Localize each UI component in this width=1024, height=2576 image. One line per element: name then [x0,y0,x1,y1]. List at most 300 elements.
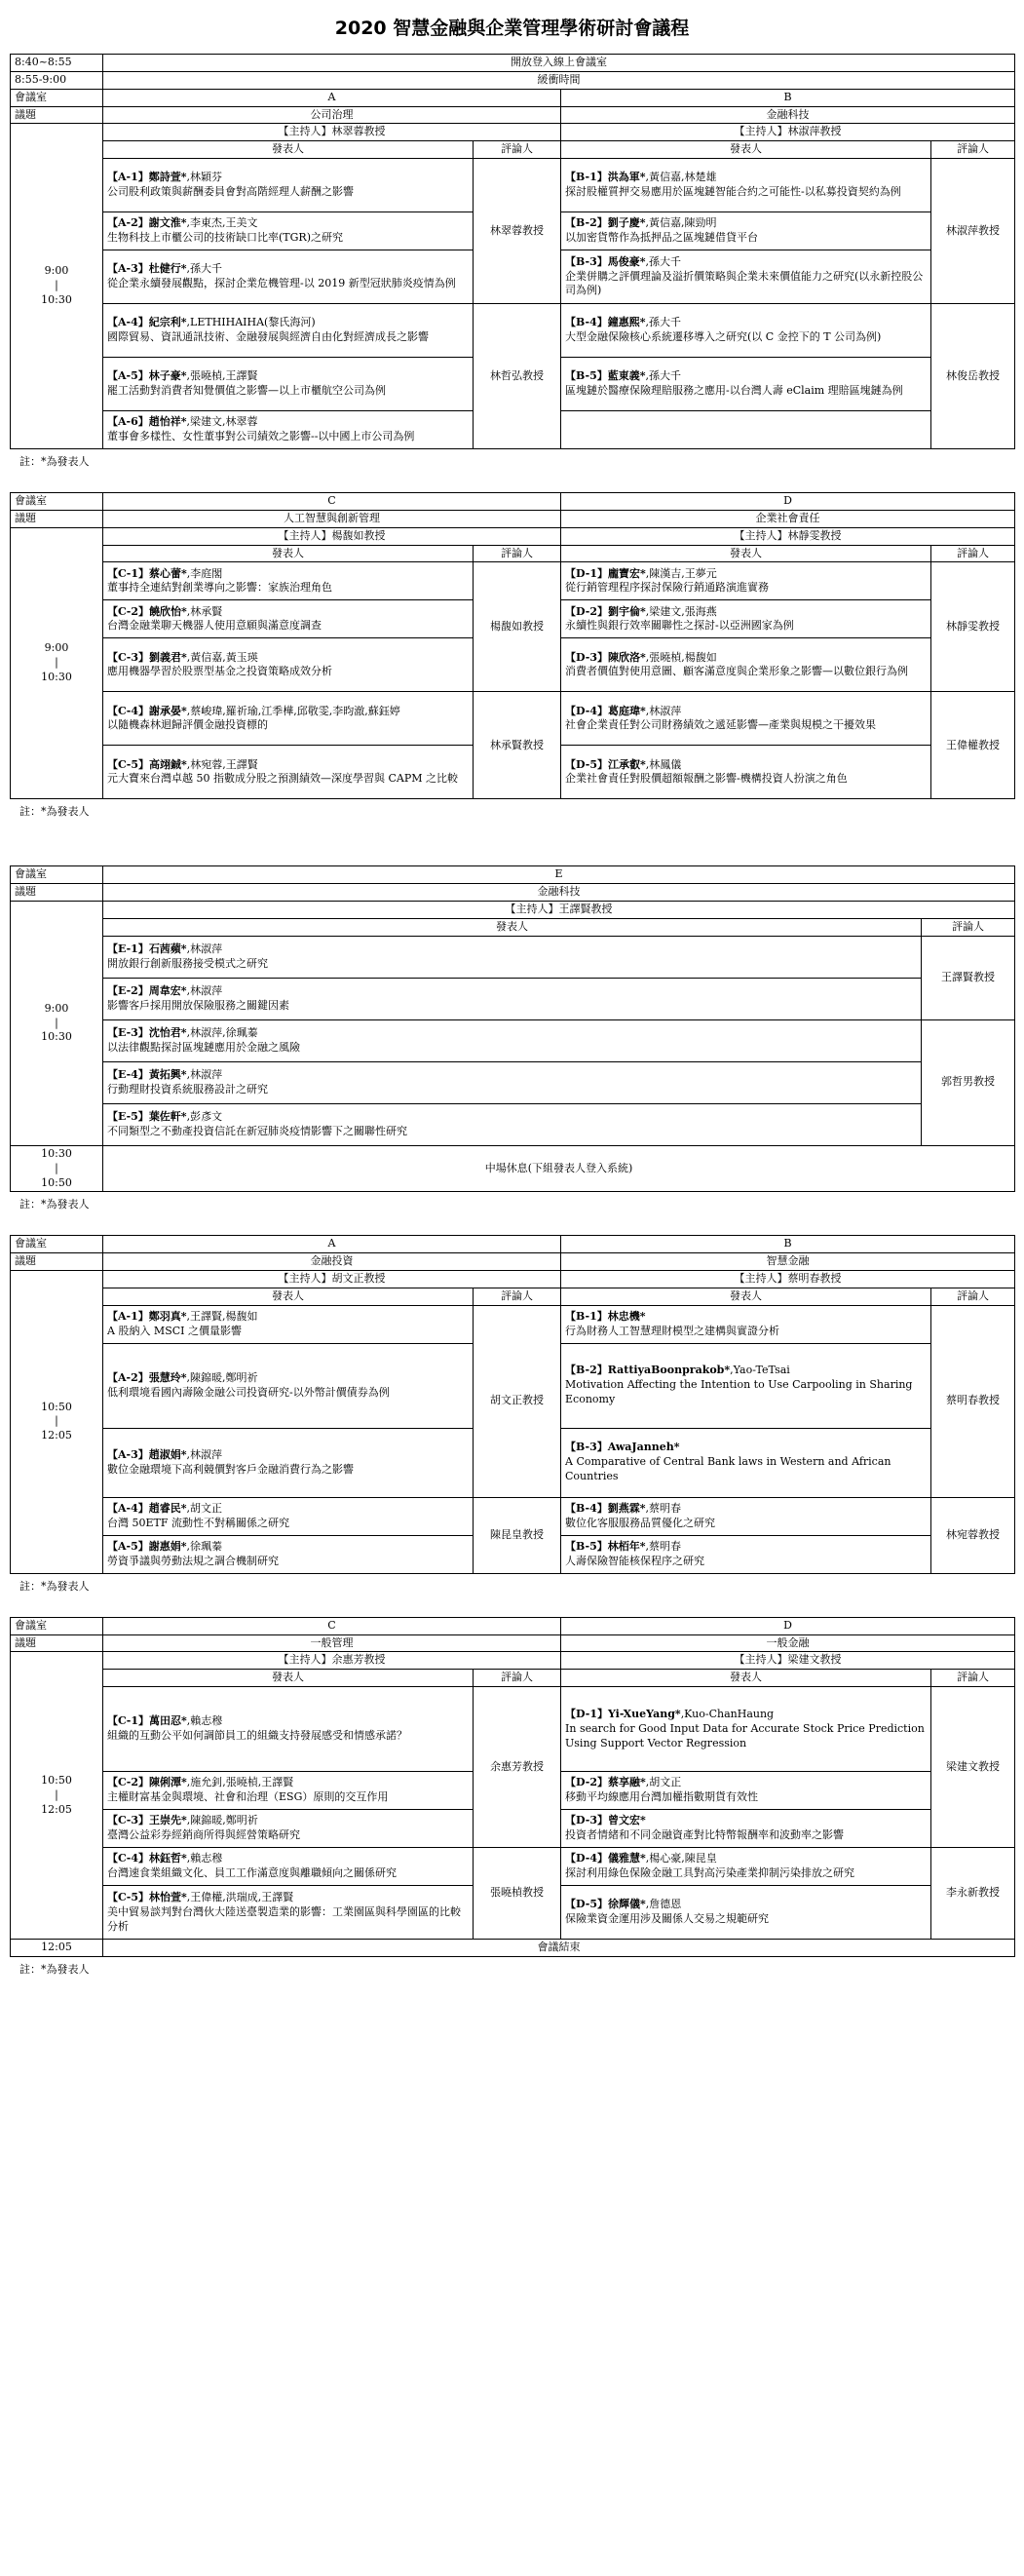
paper-row [11,1305,1015,1343]
paper-authors-line [565,1776,927,1790]
session-host: 【主持人】林淑萍教授 [561,124,1015,141]
paper-authors-line [107,1371,469,1386]
paper-presenter: 石茜蘋* [148,942,187,955]
paper-row [11,978,1015,1019]
paper-authors-line [565,1502,927,1517]
paper-coauthors: ,王偉權,洪瑞成,王譯賢 [186,1890,294,1903]
paper-id: 【D-5】 [565,1898,608,1911]
topic-label: 議題 [11,510,103,527]
paper-presenter: 劉宇倫* [607,604,646,618]
paper-coauthors: ,林淑萍 [645,704,682,717]
session-host: 【主持人】林靜雯教授 [561,527,1015,545]
paper-presenter: 劉燕霖* [607,1501,646,1515]
time-separator: | [55,1161,58,1174]
topic-row [11,106,1015,124]
paper-presenter: 林栢年* [607,1539,646,1553]
paper-title: 企業社會責任對股價超額報酬之影響-機構投資人扮演之角色 [565,772,848,786]
paper-title: 元大寶來台灣卓越 50 指數成分股之預測績效—深度學習與 CAPM 之比較 [107,772,459,786]
paper-title: 董事持全連結對創業導向之影響：家族治理角色 [107,581,332,595]
paper-coauthors: ,陳錦暖,鄭明祈 [186,1370,258,1384]
paper-title: 企業併購之評價理論及溢折價策略與企業未來價值能力之研究(以永新控股公司為例) [565,269,924,297]
paper-presenter: 鄭詩萱* [148,171,187,184]
paper-coauthors: ,蔡明春 [645,1501,682,1515]
reviewer-name: 余惠芳教授 [474,1687,561,1848]
session-host: 【主持人】余惠芳教授 [103,1652,561,1670]
paper-entry [561,1687,931,1772]
paper-coauthors: ,LETHIHAIHA(黎氏海河) [186,316,316,329]
topic-name: 金融科技 [561,106,1015,124]
topic-label: 議題 [11,1634,103,1652]
paper-coauthors: ,王譯賢,楊馥如 [186,1309,258,1323]
time-start: 9:00 [44,1001,69,1015]
paper-coauthors: ,黃信嘉,陳勁明 [645,216,717,230]
paper-presenter: 劉子慶* [607,216,646,230]
paper-title: 行為財務人工智慧理財模型之建構與實證分析 [565,1324,780,1337]
paper-presenter: 黃拓興* [148,1067,187,1081]
paper-title: 投資者情緒和不同金融資產對比特幣報酬率和波動率之影響 [565,1828,845,1842]
paper-coauthors: ,蔡峻瑋,羅祈瑜,江季樺,邱敬雯,李昀澈,蘇鈺婷 [186,704,400,717]
paper-id: 【D-1】 [565,1707,608,1720]
paper-title: In search for Good Input Data for Accurate Stock Price Prediction Using Support Vector Regression [565,1721,925,1749]
time-separator: | [55,1788,58,1801]
paper-authors-line [565,1898,927,1912]
paper-title: A Comparative of Central Bank laws in Western and African Countries [565,1455,891,1483]
paper-coauthors: ,施允釗,張曉楨,王譯賢 [186,1776,294,1789]
paper-authors-line [565,705,927,719]
paper-title: 從企業永續發展觀點，探討企業危機管理-以 2019 新型冠狀肺炎疫情為例 [107,277,456,290]
paper-presenter: 紀宗利* [148,316,187,329]
paper-authors-line [107,369,469,384]
session-time [11,1652,103,1940]
paper-coauthors: ,Yao-TeTsai [730,1364,790,1377]
paper-coauthors: ,孫大千 [645,254,681,268]
topic-name: 金融投資 [103,1253,561,1271]
paper-coauthors: ,陳漢吉,王夢元 [645,566,717,580]
paper-title: 從行銷管理程序探討保險行銷通路演進實務 [565,581,770,595]
paper-id: 【A-4】 [107,1501,149,1515]
paper-entry [103,1019,922,1061]
paper-authors-line [107,1852,469,1866]
paper-presenter: 沈怡君* [148,1025,187,1039]
paper-coauthors: ,賴志穆 [186,1714,223,1728]
session-table-0 [10,54,1015,449]
paper-empty [561,411,931,449]
paper-authors-line [107,705,469,719]
paper-authors-line [107,262,469,277]
paper-authors-line [107,651,469,666]
paper-entry [561,304,931,358]
paper-title: 探討利用綠色保險金融工具對高污染產業抑制污染排放之研究 [565,1866,855,1880]
topic-name: 智慧金融 [561,1253,1015,1271]
reviewer-header: 評論人 [931,545,1015,562]
paper-entry [103,936,922,978]
header-row [11,918,1015,936]
paper-presenter: 杜健行* [148,262,187,276]
paper-coauthors: ,林穎芬 [186,171,223,184]
time-end: 10:50 [41,1175,72,1189]
paper-coauthors: ,蔡明春 [645,1539,682,1553]
paper-authors-line [107,758,469,773]
paper-entry [103,1428,474,1497]
paper-id: 【E-2】 [107,983,149,997]
paper-authors-line [107,1814,469,1828]
paper-title: 生物科技上市櫃公司的技術缺口比率(TGR)之研究 [107,231,343,245]
opening-text: 緩衝時間 [103,71,1015,89]
paper-title: 人壽保險智能核保程序之研究 [565,1554,705,1567]
paper-id: 【A-5】 [107,369,149,383]
paper-presenter: 饒欣怡* [148,604,187,618]
room-label: 會議室 [11,1236,103,1253]
paper-authors-line [565,758,927,773]
paper-entry [103,1848,474,1886]
topic-label: 議題 [11,106,103,124]
topic-row [11,884,1015,902]
paper-coauthors: ,賴志穆 [186,1852,223,1865]
paper-row [11,1497,1015,1535]
paper-presenter: 周韋宏* [148,983,187,997]
header-row [11,141,1015,159]
opening-time: 8:55-9:00 [11,71,103,89]
closing-text: 會議結束 [103,1940,1015,1957]
paper-id: 【A-4】 [107,316,149,329]
paper-row [11,1848,1015,1886]
paper-id: 【C-3】 [107,1814,149,1827]
paper-title: 永續性與銀行效率關聯性之探討-以亞洲國家為例 [565,619,794,633]
host-row [11,124,1015,141]
room-row [11,1617,1015,1634]
paper-entry [103,638,474,692]
paper-coauthors: ,彭彥文 [186,1109,223,1123]
closing-row [11,1940,1015,1957]
paper-id: 【C-1】 [107,566,149,580]
paper-coauthors: ,張曉楨,楊馥如 [645,650,717,664]
reviewer-name: 林哲弘教授 [474,304,561,449]
paper-presenter: 趙淑娟* [148,1447,187,1461]
reviewer-name: 林淑萍教授 [931,159,1015,304]
paper-coauthors: ,楊心豪,陳昆皇 [645,1852,717,1865]
footnote: 註：*為發表人 [19,1579,90,1593]
paper-authors-line [107,1110,917,1125]
paper-entry [103,1305,474,1343]
paper-id: 【A-1】 [107,1309,149,1323]
paper-coauthors: ,孫大千 [645,316,681,329]
reviewer-header: 評論人 [931,1288,1015,1305]
reviewer-name: 蔡明春教授 [931,1305,1015,1497]
paper-entry [103,1343,474,1428]
reviewer-name: 林翠蓉教授 [474,159,561,304]
room-row [11,1236,1015,1253]
section-gap [10,477,1014,492]
topic-name: 一般金融 [561,1634,1015,1652]
reviewer-name: 郭哲男教授 [922,1019,1015,1145]
session-time [11,527,103,799]
host-row [11,1652,1015,1670]
paper-entry [561,746,931,799]
agenda-page [10,0,1014,1977]
paper-authors-line [107,567,469,582]
footnote: 註：*為發表人 [19,1198,90,1211]
paper-id: 【C-4】 [107,1852,149,1865]
opening-row [11,71,1015,89]
paper-entry [561,1343,931,1428]
paper-id: 【B-3】 [565,254,608,268]
section-gap [10,1219,1014,1235]
session-table-1 [10,492,1015,799]
paper-entry [103,600,474,638]
paper-entry [561,1535,931,1573]
paper-id: 【E-4】 [107,1067,149,1081]
topic-row [11,1634,1015,1652]
session-host: 【主持人】楊馥如教授 [103,527,561,545]
room-name: A [103,1236,561,1253]
paper-id: 【B-4】 [565,316,608,329]
paper-presenter: 劉義君* [148,650,187,664]
session-host: 【主持人】胡文正教授 [103,1271,561,1288]
room-name: E [103,866,1015,884]
paper-entry [103,562,474,600]
paper-title: 勞資爭議與勞動法規之調合機制研究 [107,1554,279,1567]
paper-id: 【D-4】 [565,704,608,717]
reviewer-name: 林靜雯教授 [931,562,1015,692]
paper-authors-line [107,1714,469,1729]
room-name: C [103,493,561,511]
paper-presenter: 鐘惠熙* [607,316,646,329]
paper-row [11,562,1015,600]
closing-time: 12:05 [11,1940,103,1957]
time-end: 10:30 [41,671,72,684]
paper-authors-line [107,1068,917,1083]
paper-row [11,692,1015,746]
paper-entry [561,1848,931,1886]
paper-title: 影響客戶採用開放保險服務之關鍵因素 [107,998,289,1012]
paper-authors-line [565,1540,927,1555]
paper-entry [103,1687,474,1772]
paper-authors-line [565,1708,927,1722]
paper-presenter: 葉佐軒* [148,1109,187,1123]
paper-id: 【E-3】 [107,1025,149,1039]
presenter-header: 發表人 [561,545,931,562]
paper-entry [561,1497,931,1535]
paper-id: 【D-2】 [565,604,608,618]
presenter-header: 發表人 [103,141,474,159]
topic-name: 企業社會責任 [561,510,1015,527]
paper-entry [103,1103,922,1145]
footnote: 註：*為發表人 [19,455,90,469]
paper-title: 董事會多樣性、女性董事對公司績效之影響--以中國上市公司為例 [107,430,415,443]
paper-title: 探討股權質押交易應用於區塊鏈智能合約之可能性-以私募投資契約為例 [565,185,901,199]
host-row [11,902,1015,919]
reviewer-header: 評論人 [474,545,561,562]
paper-coauthors: ,李東杰,王美文 [186,216,258,230]
paper-entry [103,212,474,250]
paper-authors-line [107,316,469,330]
reviewer-header: 評論人 [474,1288,561,1305]
reviewer-header: 評論人 [931,1670,1015,1687]
paper-id: 【A-3】 [107,262,149,276]
paper-id: 【A-1】 [107,171,149,184]
paper-coauthors: ,張曉楨,王譯賢 [186,369,258,383]
paper-id: 【B-5】 [565,1539,608,1553]
paper-title: 開放銀行創新服務接受模式之研究 [107,956,268,970]
opening-time: 8:40~8:55 [11,55,103,72]
paper-id: 【D-3】 [565,650,608,664]
reviewer-name: 陳昆皇教授 [474,1497,561,1573]
topic-label: 議題 [11,884,103,902]
paper-row [11,159,1015,212]
paper-coauthors: ,孫大千 [645,369,681,383]
paper-entry [103,411,474,449]
paper-coauthors: ,林淑萍 [186,942,223,955]
host-row [11,527,1015,545]
paper-presenter: 葛庭瑋* [607,704,646,717]
paper-entry [103,1061,922,1103]
room-row [11,493,1015,511]
time-start: 10:30 [41,1146,72,1160]
reviewer-name: 林俊岳教授 [931,304,1015,449]
room-label: 會議室 [11,89,103,106]
paper-title: Motivation Affecting the Intention to Use Carpooling in Sharing Economy [565,1378,913,1406]
paper-authors-line [565,369,927,384]
paper-presenter: 林鈺哲* [148,1852,187,1865]
paper-title: 罷工活動對消費者知覺價值之影響—以上市櫃航空公司為例 [107,384,386,398]
paper-id: 【E-1】 [107,942,149,955]
paper-entry [103,1497,474,1535]
time-end: 10:30 [41,1030,72,1044]
paper-entry [103,304,474,358]
paper-row [11,936,1015,978]
time-start: 10:50 [41,1400,72,1413]
paper-coauthors: ,林鳳儀 [645,757,682,771]
paper-entry [561,1305,931,1343]
paper-presenter: 江承叡* [607,757,646,771]
header-row [11,1670,1015,1687]
paper-entry [561,1428,931,1497]
session-host: 【主持人】王譯賢教授 [103,902,1015,919]
room-row [11,866,1015,884]
topic-name: 一般管理 [103,1634,561,1652]
paper-title: 主權財富基金與環境、社會和治理（ESG）原則的交互作用 [107,1790,389,1804]
paper-entry [103,692,474,746]
paper-presenter: 林子豪* [148,369,187,383]
session-table-4 [10,1617,1015,1957]
paper-title: 移動平均線應用台灣加權指數期貨有效性 [565,1790,759,1804]
presenter-header: 發表人 [103,918,922,936]
paper-coauthors: ,林承賢 [186,604,223,618]
paper-id: 【B-1】 [565,1309,608,1323]
paper-coauthors: ,梁建文,林翠蓉 [186,415,258,429]
paper-presenter: 蔡心蕾* [148,566,187,580]
paper-entry [561,638,931,692]
paper-title: 台灣速食業組織文化、員工工作滿意度與離職傾向之關係研究 [107,1866,397,1880]
section-gap [10,1601,1014,1617]
paper-id: 【B-3】 [565,1441,608,1454]
room-name: C [103,1617,561,1634]
paper-presenter: Yi-XueYang* [607,1707,681,1720]
paper-id: 【D-2】 [565,1776,608,1789]
topic-name: 人工智慧與創新管理 [103,510,561,527]
time-start: 9:00 [44,641,69,655]
paper-id: 【B-1】 [565,171,608,184]
paper-authors-line [565,1852,927,1866]
paper-id: 【D-4】 [565,1852,608,1865]
paper-title: 臺灣公益彩券經銷商所得與經營策略研究 [107,1828,300,1842]
paper-id: 【C-5】 [107,1890,149,1903]
paper-presenter: 蔡享融* [607,1776,646,1789]
reviewer-header: 評論人 [931,141,1015,159]
paper-id: 【B-2】 [565,1364,608,1377]
paper-row [11,1019,1015,1061]
reviewer-header: 評論人 [474,141,561,159]
topic-name: 公司治理 [103,106,561,124]
paper-coauthors: ,孫大千 [186,262,223,276]
paper-authors-line [107,216,469,231]
paper-row [11,304,1015,358]
reviewer-name: 林宛蓉教授 [931,1497,1015,1573]
paper-id: 【E-5】 [107,1109,149,1123]
paper-title: 應用機器學習於股票型基金之投資策略成效分析 [107,665,332,678]
paper-id: 【A-5】 [107,1539,149,1553]
paper-authors-line [107,984,917,999]
paper-coauthors: ,胡文正 [186,1501,223,1515]
paper-presenter: 曾文宏* [607,1814,646,1827]
paper-id: 【B-4】 [565,1501,608,1515]
paper-authors-line [565,1814,927,1828]
paper-entry [103,1535,474,1573]
paper-authors-line [107,1310,469,1325]
agenda-container [10,54,1014,1977]
paper-presenter: 陳俐潭* [148,1776,187,1789]
paper-row [11,1061,1015,1103]
paper-presenter: 趙睿民* [148,1501,187,1515]
paper-id: 【A-2】 [107,1370,149,1384]
paper-presenter: RattiyaBoonprakob* [607,1364,731,1377]
paper-id: 【B-5】 [565,369,608,383]
opening-row [11,55,1015,72]
paper-entry [103,978,922,1019]
paper-presenter: 鄭羽真* [148,1309,187,1323]
room-label: 會議室 [11,1617,103,1634]
paper-id: 【C-1】 [107,1714,149,1728]
paper-presenter: 儀雅慧* [607,1852,646,1865]
paper-title: 公司股利政策與薪酬委員會對高階經理人薪酬之影響 [107,185,354,199]
reviewer-name: 王譯賢教授 [922,936,1015,1019]
paper-coauthors: ,Kuo-ChanHaung [680,1707,775,1720]
paper-entry [103,1886,474,1940]
paper-coauthors: ,梁建文,張海燕 [645,604,717,618]
room-name: D [561,493,1015,511]
paper-authors-line [565,1364,927,1378]
paper-entry [561,1810,931,1848]
time-end: 12:05 [41,1429,72,1442]
paper-presenter: 徐輝儀* [607,1898,646,1911]
paper-title: 以隨機森林迴歸評價金融投資標的 [107,718,268,732]
room-label: 會議室 [11,866,103,884]
reviewer-name: 王偉權教授 [931,692,1015,799]
paper-coauthors: ,李庭閣 [186,566,223,580]
paper-title: 社會企業責任對公司財務績效之遞延影響—產業與規模之干擾效果 [565,718,877,732]
paper-id: 【B-2】 [565,216,608,230]
paper-entry [561,212,931,250]
paper-coauthors: ,陳錦暖,鄭明祈 [186,1814,258,1827]
paper-authors-line [565,171,927,185]
paper-id: 【A-3】 [107,1447,149,1461]
paper-entry [561,1772,931,1810]
session-time [11,124,103,449]
paper-presenter: 藍東義* [607,369,646,383]
paper-authors-line [107,1776,469,1790]
paper-authors-line [107,1540,469,1555]
paper-entry [103,1810,474,1848]
